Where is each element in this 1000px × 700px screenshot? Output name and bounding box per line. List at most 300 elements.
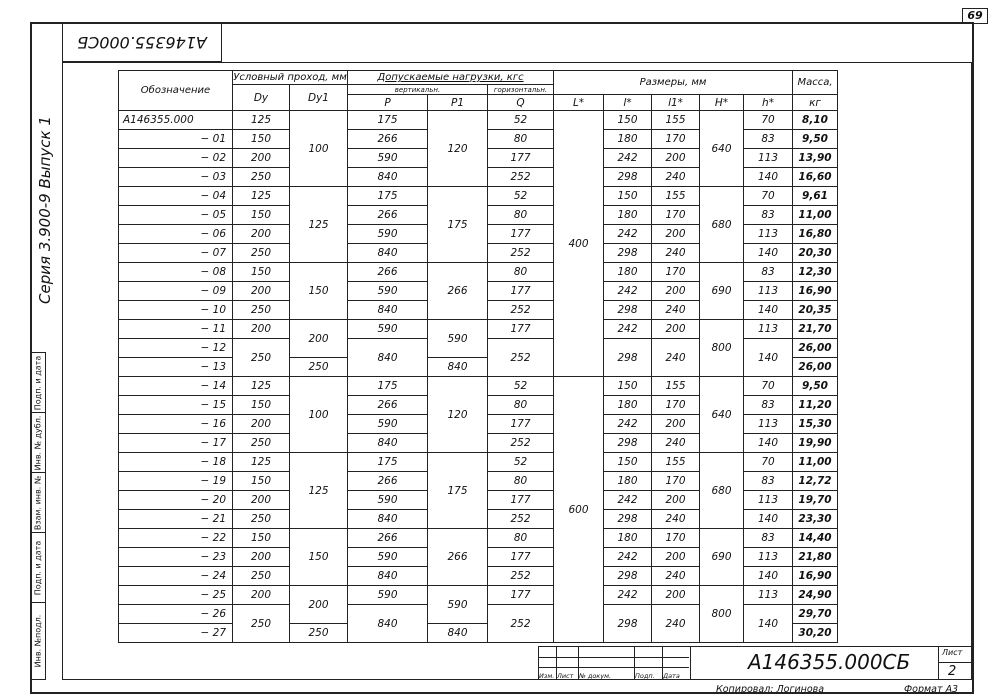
cell-H: 640 xyxy=(700,377,744,453)
cell-l: 180 xyxy=(604,263,652,282)
cell-p: 590 xyxy=(348,320,428,339)
cell-l: 298 xyxy=(604,244,652,263)
cell-dy: 250 xyxy=(233,605,290,643)
cell-dy: 250 xyxy=(233,339,290,377)
cell-p: 590 xyxy=(348,282,428,301)
cell-q: 252 xyxy=(488,434,554,453)
cell-l: 242 xyxy=(604,415,652,434)
cell-q: 52 xyxy=(488,453,554,472)
cell-l1: 170 xyxy=(652,529,700,548)
cell-h: 140 xyxy=(744,301,793,320)
table-row xyxy=(119,453,838,472)
cell-H: 640 xyxy=(700,111,744,187)
cell-q: 177 xyxy=(488,149,554,168)
cell-designation: − 11 xyxy=(119,320,233,339)
cell-l1: 200 xyxy=(652,320,700,339)
side-cell xyxy=(31,603,45,679)
cell-h: 83 xyxy=(744,529,793,548)
cell-h: 113 xyxy=(744,225,793,244)
cell-mass: 20,35 xyxy=(793,301,838,320)
header-p: P xyxy=(348,95,428,111)
cell-mass: 20,30 xyxy=(793,244,838,263)
cell-p1: 175 xyxy=(428,187,488,263)
cell-dy: 150 xyxy=(233,529,290,548)
table-row xyxy=(119,377,838,396)
cell-h: 70 xyxy=(744,111,793,130)
cell-l: 298 xyxy=(604,567,652,586)
header-dimensions: Размеры, мм xyxy=(554,71,793,95)
cell-p1: 120 xyxy=(428,111,488,187)
cell-h: 70 xyxy=(744,377,793,396)
cell-l: 242 xyxy=(604,282,652,301)
cell-p1: 590 xyxy=(428,586,488,624)
cell-q: 80 xyxy=(488,396,554,415)
cell-q: 177 xyxy=(488,548,554,567)
cell-q: 80 xyxy=(488,263,554,282)
cell-l1: 200 xyxy=(652,225,700,244)
cell-q: 252 xyxy=(488,168,554,187)
cell-l1: 240 xyxy=(652,567,700,586)
cell-l1: 170 xyxy=(652,130,700,149)
cell-h: 113 xyxy=(744,149,793,168)
cell-dy1: 150 xyxy=(290,529,348,586)
cell-l1: 240 xyxy=(652,605,700,643)
header-designation: Обозначение xyxy=(119,71,233,111)
title-block-label: Лист xyxy=(557,672,574,680)
cell-p: 175 xyxy=(348,187,428,206)
page-number: 69 xyxy=(962,8,988,24)
cell-p1: 840 xyxy=(428,358,488,377)
cell-l: 150 xyxy=(604,377,652,396)
header-mass-unit: кг xyxy=(793,95,838,111)
cell-dy: 125 xyxy=(233,111,290,130)
cell-designation: − 15 xyxy=(119,396,233,415)
table-row xyxy=(119,320,838,339)
cell-p1: 266 xyxy=(428,263,488,320)
cell-h: 140 xyxy=(744,168,793,187)
cell-designation: − 07 xyxy=(119,244,233,263)
cell-h: 113 xyxy=(744,320,793,339)
cell-l1: 155 xyxy=(652,377,700,396)
cell-designation: − 27 xyxy=(119,624,233,643)
cell-mass: 19,90 xyxy=(793,434,838,453)
cell-mass: 8,10 xyxy=(793,111,838,130)
header-horizontal: горизонтальн. xyxy=(488,85,554,95)
header-nominal-bore: Условный проход, мм xyxy=(233,72,347,83)
cell-q: 252 xyxy=(488,339,554,377)
cell-mass: 23,30 xyxy=(793,510,838,529)
cell-l1: 170 xyxy=(652,396,700,415)
table-row xyxy=(119,263,838,282)
cell-l1: 170 xyxy=(652,206,700,225)
cell-l1: 170 xyxy=(652,263,700,282)
cell-q: 52 xyxy=(488,111,554,130)
cell-dy: 200 xyxy=(233,548,290,567)
cell-dy1: 150 xyxy=(290,263,348,320)
cell-designation: − 13 xyxy=(119,358,233,377)
cell-h: 140 xyxy=(744,434,793,453)
cell-dy1: 250 xyxy=(290,624,348,643)
cell-p: 266 xyxy=(348,130,428,149)
cell-h: 113 xyxy=(744,282,793,301)
header-q: Q xyxy=(488,95,554,111)
cell-l: 242 xyxy=(604,586,652,605)
side-label: Взам. инв. № xyxy=(33,475,43,530)
cell-designation: − 26 xyxy=(119,605,233,624)
cell-mass: 13,90 xyxy=(793,149,838,168)
cell-h: 113 xyxy=(744,491,793,510)
cell-mass: 21,70 xyxy=(793,320,838,339)
cell-dy: 250 xyxy=(233,434,290,453)
cell-h: 83 xyxy=(744,396,793,415)
cell-dy: 200 xyxy=(233,491,290,510)
cell-dy1: 250 xyxy=(290,358,348,377)
cell-designation: − 23 xyxy=(119,548,233,567)
cell-q: 252 xyxy=(488,510,554,529)
cell-p1: 120 xyxy=(428,377,488,453)
cell-p: 590 xyxy=(348,149,428,168)
cell-H: 690 xyxy=(700,529,744,586)
title-block-col xyxy=(663,647,691,680)
cell-dy: 125 xyxy=(233,377,290,396)
cell-H: 800 xyxy=(700,320,744,377)
cell-p: 840 xyxy=(348,339,428,377)
cell-dy: 250 xyxy=(233,567,290,586)
cell-l: 150 xyxy=(604,111,652,130)
cell-h: 113 xyxy=(744,586,793,605)
header-dy1: Dу1 xyxy=(290,85,348,111)
cell-designation: − 12 xyxy=(119,339,233,358)
cell-l1: 200 xyxy=(652,282,700,301)
table-row xyxy=(119,187,838,206)
cell-l: 298 xyxy=(604,339,652,377)
cell-h: 83 xyxy=(744,263,793,282)
cell-designation: − 08 xyxy=(119,263,233,282)
cell-H: 680 xyxy=(700,453,744,529)
side-cell xyxy=(31,353,45,413)
table-row xyxy=(119,529,838,548)
cell-h: 70 xyxy=(744,453,793,472)
title-block-label: Изм. xyxy=(539,672,555,680)
cell-q: 177 xyxy=(488,491,554,510)
side-cell xyxy=(31,473,45,533)
table-row xyxy=(119,586,838,605)
cell-q: 52 xyxy=(488,377,554,396)
cell-dy1: 100 xyxy=(290,377,348,453)
cell-h: 140 xyxy=(744,339,793,377)
cell-q: 177 xyxy=(488,320,554,339)
cell-mass: 29,70 xyxy=(793,605,838,624)
header-allowed-loads: Допускаемые нагрузки, кгс xyxy=(348,71,554,85)
cell-mass: 16,60 xyxy=(793,168,838,187)
cell-dy: 150 xyxy=(233,263,290,282)
cell-h: 140 xyxy=(744,605,793,643)
cell-p: 590 xyxy=(348,491,428,510)
cell-p: 590 xyxy=(348,586,428,605)
cell-dy: 250 xyxy=(233,510,290,529)
cell-p: 840 xyxy=(348,244,428,263)
cell-l: 242 xyxy=(604,320,652,339)
cell-p: 266 xyxy=(348,529,428,548)
cell-l: 298 xyxy=(604,434,652,453)
cell-h: 140 xyxy=(744,510,793,529)
top-stamp-code: A146355.000СБ xyxy=(77,33,207,52)
cell-mass: 11,20 xyxy=(793,396,838,415)
copied-by: Копировал: Логинова xyxy=(716,684,825,695)
title-block-col xyxy=(557,647,579,680)
cell-dy: 250 xyxy=(233,168,290,187)
cell-q: 252 xyxy=(488,605,554,643)
cell-p: 840 xyxy=(348,605,428,643)
cell-l1: 170 xyxy=(652,472,700,491)
cell-mass: 9,61 xyxy=(793,187,838,206)
cell-h: 113 xyxy=(744,415,793,434)
cell-dy1: 100 xyxy=(290,111,348,187)
cell-l: 150 xyxy=(604,187,652,206)
cell-designation: − 02 xyxy=(119,149,233,168)
header-vertical: вертикальн. xyxy=(348,85,488,95)
cell-designation: − 10 xyxy=(119,301,233,320)
cell-l: 298 xyxy=(604,168,652,187)
cell-h: 140 xyxy=(744,567,793,586)
cell-designation: − 24 xyxy=(119,567,233,586)
cell-p: 266 xyxy=(348,472,428,491)
cell-h: 140 xyxy=(744,244,793,263)
cell-l: 242 xyxy=(604,491,652,510)
cell-mass: 11,00 xyxy=(793,453,838,472)
cell-l1: 200 xyxy=(652,586,700,605)
cell-q: 177 xyxy=(488,586,554,605)
cell-p: 266 xyxy=(348,206,428,225)
cell-H: 800 xyxy=(700,586,744,643)
table-row xyxy=(119,111,838,130)
side-cell xyxy=(31,413,45,473)
cell-H: 680 xyxy=(700,187,744,263)
title-block-label: № докум. xyxy=(579,672,612,680)
cell-p1: 840 xyxy=(428,624,488,643)
side-label: Подп. и дата xyxy=(33,355,43,410)
cell-l1: 200 xyxy=(652,548,700,567)
cell-dy: 200 xyxy=(233,320,290,339)
cell-l1: 240 xyxy=(652,339,700,377)
cell-mass: 9,50 xyxy=(793,377,838,396)
cell-dy1: 125 xyxy=(290,187,348,263)
cell-designation: − 03 xyxy=(119,168,233,187)
title-block-label: Дата xyxy=(663,672,680,680)
cell-dy: 150 xyxy=(233,130,290,149)
cell-q: 252 xyxy=(488,244,554,263)
cell-dy: 200 xyxy=(233,282,290,301)
cell-q: 177 xyxy=(488,225,554,244)
side-label: Инв. №подл. xyxy=(33,614,43,668)
cell-mass: 19,70 xyxy=(793,491,838,510)
cell-p: 175 xyxy=(348,453,428,472)
cell-mass: 9,50 xyxy=(793,130,838,149)
cell-l: 180 xyxy=(604,130,652,149)
document-code: A146355.000СБ xyxy=(748,650,911,674)
cell-l: 180 xyxy=(604,529,652,548)
cell-l: 298 xyxy=(604,510,652,529)
cell-q: 80 xyxy=(488,130,554,149)
cell-l1: 200 xyxy=(652,491,700,510)
cell-designation: − 20 xyxy=(119,491,233,510)
cell-designation: − 22 xyxy=(119,529,233,548)
cell-l: 298 xyxy=(604,301,652,320)
cell-dy: 150 xyxy=(233,472,290,491)
header-L: L* xyxy=(554,95,604,111)
header-l: l* xyxy=(604,95,652,111)
title-block-col xyxy=(579,647,635,680)
cell-mass: 14,40 xyxy=(793,529,838,548)
cell-L: 600 xyxy=(554,377,604,643)
cell-l: 242 xyxy=(604,225,652,244)
cell-dy: 150 xyxy=(233,206,290,225)
format-label: Формат А3 xyxy=(904,684,959,695)
sheet-number: 2 xyxy=(948,664,957,679)
title-block-col xyxy=(635,647,663,680)
cell-p: 590 xyxy=(348,415,428,434)
cell-designation: A146355.000 xyxy=(119,111,233,130)
cell-q: 177 xyxy=(488,282,554,301)
cell-dy: 150 xyxy=(233,396,290,415)
cell-p1: 590 xyxy=(428,320,488,358)
cell-designation: − 06 xyxy=(119,225,233,244)
top-stamp xyxy=(62,22,222,62)
cell-l1: 155 xyxy=(652,453,700,472)
cell-dy1: 125 xyxy=(290,453,348,529)
cell-p: 840 xyxy=(348,301,428,320)
cell-mass: 30,20 xyxy=(793,624,838,643)
title-block-col xyxy=(539,647,557,680)
cell-designation: − 01 xyxy=(119,130,233,149)
cell-h: 83 xyxy=(744,472,793,491)
cell-l: 180 xyxy=(604,396,652,415)
cell-dy: 200 xyxy=(233,149,290,168)
cell-q: 177 xyxy=(488,415,554,434)
cell-l: 180 xyxy=(604,206,652,225)
header-h: h* xyxy=(744,95,793,111)
cell-dy: 200 xyxy=(233,225,290,244)
cell-mass: 12,72 xyxy=(793,472,838,491)
cell-l: 298 xyxy=(604,605,652,643)
specification-table xyxy=(118,70,838,643)
header-dy: Dу xyxy=(233,85,290,111)
cell-h: 83 xyxy=(744,130,793,149)
cell-mass: 24,90 xyxy=(793,586,838,605)
cell-dy: 200 xyxy=(233,586,290,605)
cell-l1: 200 xyxy=(652,415,700,434)
cell-q: 252 xyxy=(488,301,554,320)
series-title-text: Серия 3.900-9 Выпуск 1 xyxy=(36,116,54,304)
side-cell xyxy=(31,533,45,603)
cell-designation: − 18 xyxy=(119,453,233,472)
cell-q: 52 xyxy=(488,187,554,206)
cell-designation: − 05 xyxy=(119,206,233,225)
cell-p: 840 xyxy=(348,567,428,586)
cell-designation: − 19 xyxy=(119,472,233,491)
cell-l1: 240 xyxy=(652,434,700,453)
cell-p: 590 xyxy=(348,548,428,567)
cell-l1: 240 xyxy=(652,301,700,320)
cell-l: 242 xyxy=(604,548,652,567)
cell-h: 83 xyxy=(744,206,793,225)
cell-l1: 200 xyxy=(652,149,700,168)
header-p1: P1 xyxy=(428,95,488,111)
cell-p: 175 xyxy=(348,377,428,396)
cell-l1: 240 xyxy=(652,510,700,529)
cell-mass: 16,90 xyxy=(793,282,838,301)
header-l1: l1* xyxy=(652,95,700,111)
sheet-label: Лист xyxy=(942,648,963,657)
cell-l1: 240 xyxy=(652,168,700,187)
cell-p: 175 xyxy=(348,111,428,130)
cell-l: 150 xyxy=(604,453,652,472)
cell-designation: − 21 xyxy=(119,510,233,529)
cell-dy1: 200 xyxy=(290,320,348,358)
cell-designation: − 17 xyxy=(119,434,233,453)
cell-dy: 125 xyxy=(233,187,290,206)
cell-designation: − 04 xyxy=(119,187,233,206)
side-stamp-strip xyxy=(30,352,46,680)
cell-l: 180 xyxy=(604,472,652,491)
cell-mass: 16,80 xyxy=(793,225,838,244)
cell-designation: − 25 xyxy=(119,586,233,605)
cell-mass: 11,00 xyxy=(793,206,838,225)
cell-p: 840 xyxy=(348,168,428,187)
cell-q: 80 xyxy=(488,529,554,548)
cell-p: 840 xyxy=(348,434,428,453)
cell-l1: 155 xyxy=(652,187,700,206)
cell-h: 70 xyxy=(744,187,793,206)
cell-l1: 240 xyxy=(652,244,700,263)
cell-p: 266 xyxy=(348,263,428,282)
series-title xyxy=(28,80,62,340)
cell-h: 113 xyxy=(744,548,793,567)
cell-p1: 266 xyxy=(428,529,488,586)
cell-p: 266 xyxy=(348,396,428,415)
cell-dy1: 200 xyxy=(290,586,348,624)
cell-mass: 26,00 xyxy=(793,358,838,377)
cell-l1: 155 xyxy=(652,111,700,130)
title-block-label: Подп. xyxy=(635,672,655,680)
cell-dy: 200 xyxy=(233,415,290,434)
cell-designation: − 14 xyxy=(119,377,233,396)
cell-mass: 15,30 xyxy=(793,415,838,434)
cell-mass: 21,80 xyxy=(793,548,838,567)
cell-designation: − 09 xyxy=(119,282,233,301)
cell-q: 80 xyxy=(488,472,554,491)
cell-mass: 12,30 xyxy=(793,263,838,282)
cell-L: 400 xyxy=(554,111,604,377)
header-H: H* xyxy=(700,95,744,111)
cell-mass: 16,90 xyxy=(793,567,838,586)
cell-p: 840 xyxy=(348,510,428,529)
header-mass: Масса, xyxy=(793,71,838,95)
cell-l: 242 xyxy=(604,149,652,168)
side-label: Инв. № дубл. xyxy=(33,415,43,470)
cell-H: 690 xyxy=(700,263,744,320)
cell-p: 590 xyxy=(348,225,428,244)
cell-dy: 125 xyxy=(233,453,290,472)
cell-mass: 26,00 xyxy=(793,339,838,358)
cell-dy: 250 xyxy=(233,244,290,263)
cell-q: 252 xyxy=(488,567,554,586)
cell-p1: 175 xyxy=(428,453,488,529)
cell-dy: 250 xyxy=(233,301,290,320)
side-label: Подп. и дата xyxy=(33,540,43,595)
cell-designation: − 16 xyxy=(119,415,233,434)
cell-q: 80 xyxy=(488,206,554,225)
